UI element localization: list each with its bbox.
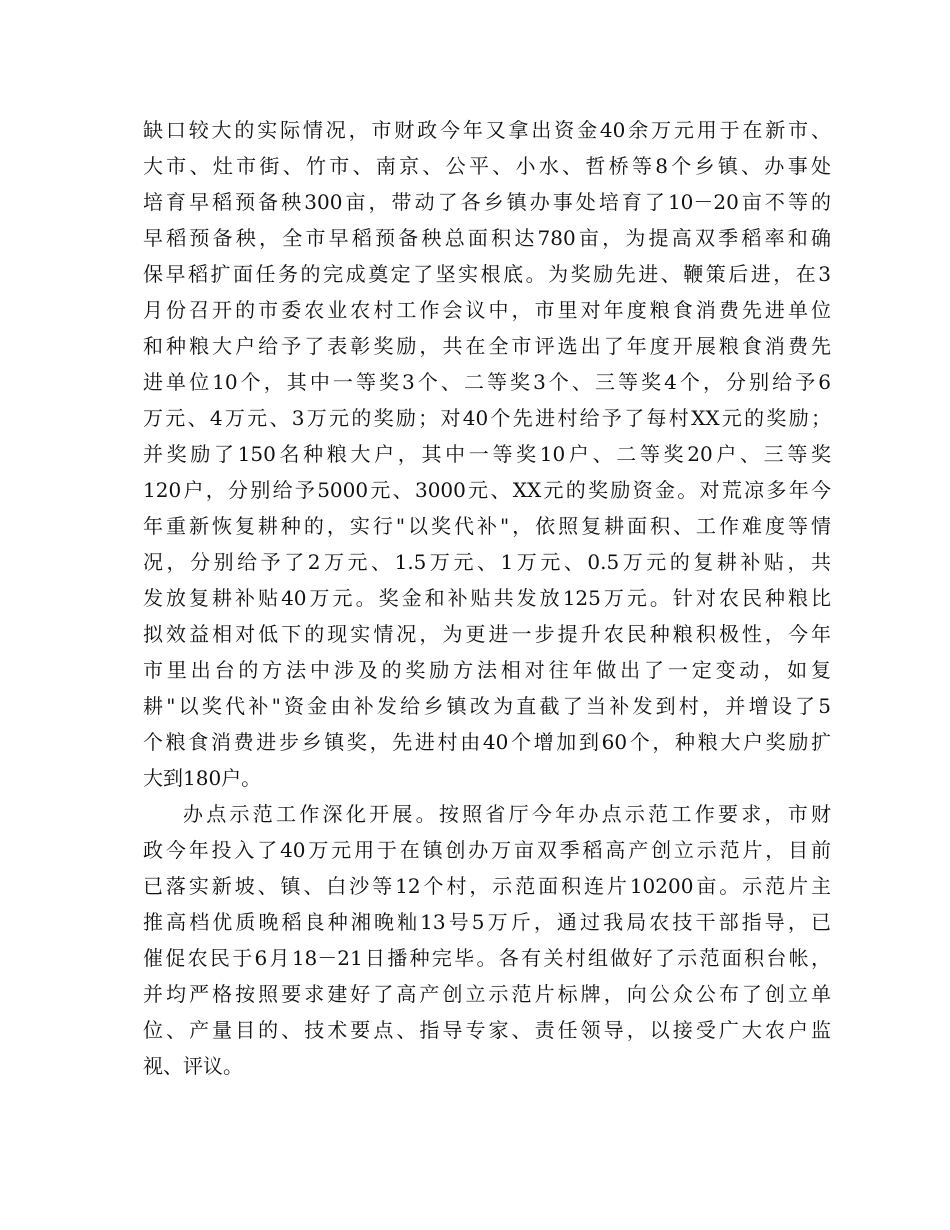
text-line: 个粮食消费进步乡镇奖，先进村由40个增加到60个，种粮大户奖励扩 (143, 730, 831, 754)
text-line: 和种粮大户给予了表彰奖励，共在全市评选出了年度开展粮食消费先 (143, 334, 831, 358)
text-line: 拟效益相对低下的现实情况，为更进一步提升农民种粮积极性，今年 (143, 622, 831, 646)
text-line: 进单位10个，其中一等奖3个、二等奖3个、三等奖4个，分别给予6 (143, 370, 831, 394)
text-line: 月份召开的市委农业农村工作会议中，市里对年度粮食消费先进单位 (143, 298, 831, 322)
text-line: 发放复耕补贴40万元。奖金和补贴共发放125万元。针对农民种粮比 (143, 586, 831, 610)
text-line: 况，分别给予了2万元、1.5万元、1万元、0.5万元的复耕补贴，共 (143, 550, 831, 574)
text-line: 推高档优质晚稻良种湘晚籼13号5万斤，通过我局农技干部指导，已 (143, 910, 831, 934)
text-line: 万元、4万元、3万元的奖励；对40个先进村给予了每村XX元的奖励； (143, 406, 831, 430)
paragraph-2 (143, 796, 831, 1084)
text-line: 办点示范工作深化开展。按照省厅今年办点示范工作要求，市财 (183, 802, 831, 826)
text-line: 市里出台的方法中涉及的奖励方法相对往年做出了一定变动，如复 (143, 658, 831, 682)
document-body (143, 112, 831, 1084)
paragraph-1 (143, 112, 831, 796)
text-line: 位、产量目的、技术要点、指导专家、责任领导，以接受广大农户监 (143, 1018, 831, 1042)
text-line: 培育早稻预备秧300亩，带动了各乡镇办事处培育了10－20亩不等的 (143, 190, 831, 214)
text-line: 并均严格按照要求建好了高产创立示范片标牌，向公众公布了创立单 (143, 982, 831, 1006)
text-line: 视、评议。 (143, 1054, 243, 1078)
text-line: 并奖励了150名种粮大户，其中一等奖10户、二等奖20户、三等奖 (143, 442, 831, 466)
text-line: 缺口较大的实际情况，市财政今年又拿出资金40余万元用于在新市、 (143, 118, 831, 142)
text-line: 年重新恢复耕种的，实行"以奖代补"，依照复耕面积、工作难度等情 (143, 514, 831, 538)
text-line: 大到180户。 (143, 766, 262, 790)
text-line: 耕"以奖代补"资金由补发给乡镇改为直截了当补发到村，并增设了5 (143, 694, 831, 718)
text-line: 保早稻扩面任务的完成奠定了坚实根底。为奖励先进、鞭策后进，在3 (143, 262, 831, 286)
text-line: 大市、灶市街、竹市、南京、公平、小水、哲桥等8个乡镇、办事处 (143, 154, 831, 178)
text-line: 早稻预备秧，全市早稻预备秧总面积达780亩，为提高双季稻率和确 (143, 226, 831, 250)
text-line: 120户，分别给予5000元、3000元、XX元的奖励资金。对荒凉多年今 (143, 478, 831, 502)
text-line: 政今年投入了40万元用于在镇创办万亩双季稻高产创立示范片，目前 (143, 838, 831, 862)
text-line: 已落实新坡、镇、白沙等12个村，示范面积连片10200亩。示范片主 (143, 874, 831, 898)
text-line: 催促农民于6月18－21日播种完毕。各有关村组做好了示范面积台帐， (143, 946, 831, 970)
